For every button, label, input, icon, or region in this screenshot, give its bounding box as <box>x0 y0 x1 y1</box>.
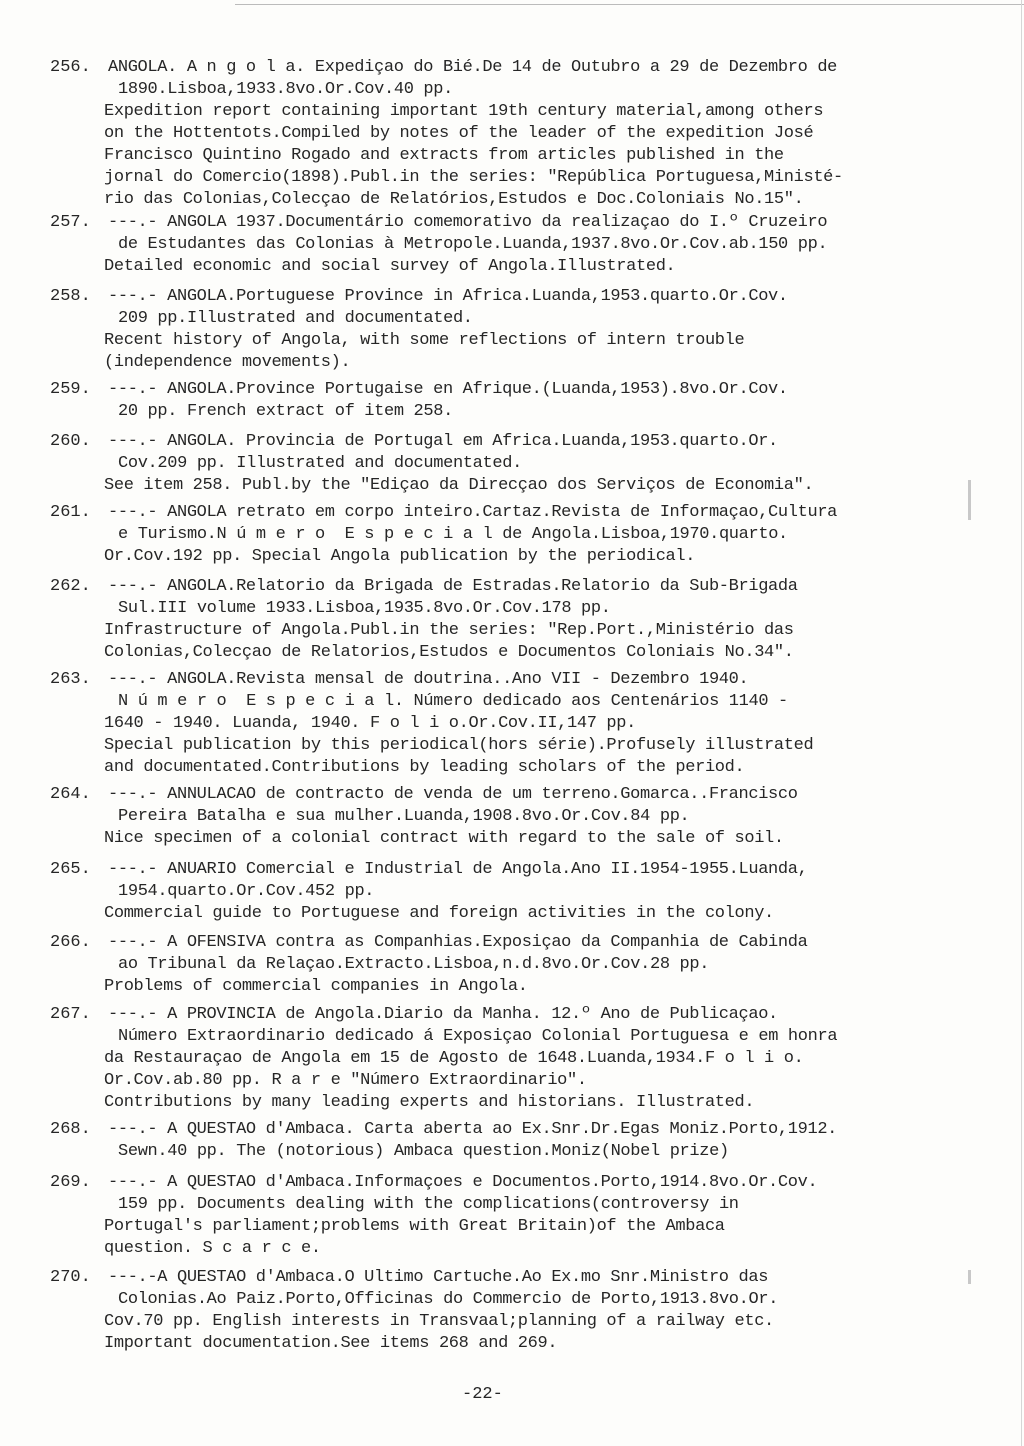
entry-text-line: 1640 - 1940. Luanda, 1940. F o l i o.Or.Cov.II,147 pp. <box>104 714 636 733</box>
entry-text-line: 20 pp. French extract of item 258. <box>118 402 453 421</box>
page-number: -22- <box>462 1385 503 1404</box>
entry-text-line: Contributions by many leading experts and historians. Illustrated. <box>104 1093 755 1112</box>
entry-number: 259. <box>50 380 91 399</box>
entry-text-line: Número Extraordinario dedicado á Exposiçao Colonial Portuguesa e em honra <box>118 1027 838 1046</box>
entry-text-line: question. S c a r c e. <box>104 1239 321 1258</box>
entry-title-line: ---.- ANGOLA 1937.Documentário comemorativo da realizaçao do I.º Cruzeiro <box>108 213 828 232</box>
entry-text-line: Cov.70 pp. English interests in Transvaal;planning of a railway etc. <box>104 1312 774 1331</box>
entry-number: 261. <box>50 503 91 522</box>
entry-text-line: Cov.209 pp. Illustrated and documentated. <box>118 454 522 473</box>
entry-number: 269. <box>50 1173 91 1192</box>
entry-text-line: (independence movements). <box>104 353 351 372</box>
entry-text-line: Recent history of Angola, with some reflections of intern trouble <box>104 331 745 350</box>
entry-text-line: e Turismo.N ú m e r o E s p e c i a l de Angola.Lisboa,1970.quarto. <box>118 525 788 544</box>
entry-text-line: ao Tribunal da Relaçao.Extracto.Lisboa,n.d.8vo.Or.Cov.28 pp. <box>118 955 710 974</box>
entry-text-line: Or.Cov.ab.80 pp. R a r e "Número Extraordinario". <box>104 1071 587 1090</box>
entry-text-line: 209 pp.Illustrated and documentated. <box>118 309 473 328</box>
entry-title-line: ---.- ANNULACAO de contracto de venda de um terreno.Gomarca..Francisco <box>108 785 798 804</box>
entry-text-line: 1890.Lisboa,1933.8vo.Or.Cov.40 pp. <box>118 80 453 99</box>
entry-title-line: ---.- ANGOLA. Provincia de Portugal em Africa.Luanda,1953.quarto.Or. <box>108 432 778 451</box>
entry-title-line: ---.- A QUESTAO d'Ambaca. Carta aberta ao Ex.Snr.Dr.Egas Moniz.Porto,1912. <box>108 1120 838 1139</box>
entry-title-line: ---.- ANGOLA.Province Portugaise en Afrique.(Luanda,1953).8vo.Or.Cov. <box>108 380 788 399</box>
entry-text-line: Detailed economic and social survey of Angola.Illustrated. <box>104 257 676 276</box>
entry-text-line: Infrastructure of Angola.Publ.in the series: "Rep.Port.,Ministério das <box>104 621 794 640</box>
entry-title-line: ANGOLA. A n g o l a. Expediçao do Bié.De 14 de Outubro a 29 de Dezembro de <box>108 58 838 77</box>
entry-title-line: ---.- A PROVINCIA de Angola.Diario da Manha. 12.º Ano de Publicaçao. <box>108 1005 778 1024</box>
entry-text-line: de Estudantes das Colonias à Metropole.Luanda,1937.8vo.Or.Cov.ab.150 pp. <box>118 235 828 254</box>
entry-text-line: rio das Colonias,Colecçao de Relatórios,Estudos e Doc.Coloniais No.15". <box>104 190 804 209</box>
entry-text-line: jornal do Comercio(1898).Publ.in the series: "República Portuguesa,Ministé- <box>104 168 843 187</box>
entry-text-line: and documentated.Contributions by leading scholars of the period. <box>104 758 745 777</box>
entry-title-line: ---.- A QUESTAO d'Ambaca.Informaçoes e Documentos.Porto,1914.8vo.Or.Cov. <box>108 1173 818 1192</box>
entry-title-line: ---.- ANGOLA retrato em corpo inteiro.Cartaz.Revista de Informaçao,Cultura <box>108 503 838 522</box>
entry-text-line: Portugal's parliament;problems with Great Britain)of the Ambaca <box>104 1217 725 1236</box>
entry-title-line: ---.- A OFENSIVA contra as Companhias.Exposiçao da Companhia de Cabinda <box>108 933 808 952</box>
entry-text-line: Commercial guide to Portuguese and foreign activities in the colony. <box>104 904 774 923</box>
entry-number: 267. <box>50 1005 91 1024</box>
entry-text-line: Or.Cov.192 pp. Special Angola publication by the periodical. <box>104 547 696 566</box>
entry-title-line: ---.- ANUARIO Comercial e Industrial de Angola.Ano II.1954-1955.Luanda, <box>108 860 808 879</box>
entry-number: 256. <box>50 58 91 77</box>
entry-text-line: Important documentation.See items 268 and 269. <box>104 1334 558 1353</box>
entry-text-line: Special publication by this periodical(hors série).Profusely illustrated <box>104 736 814 755</box>
entry-text-line: N ú m e r o E s p e c i a l. Número dedicado aos Centenários 1140 - <box>118 692 788 711</box>
entry-text-line: 1954.quarto.Or.Cov.452 pp. <box>118 882 375 901</box>
entry-number: 263. <box>50 670 91 689</box>
entry-number: 264. <box>50 785 91 804</box>
entry-title-line: ---.- ANGOLA.Portuguese Province in Africa.Luanda,1953.quarto.Or.Cov. <box>108 287 788 306</box>
entry-text-line: Francisco Quintino Rogado and extracts from articles published in the <box>104 146 784 165</box>
entry-number: 260. <box>50 432 91 451</box>
entry-text-line: Problems of commercial companies in Angola. <box>104 977 528 996</box>
entry-number: 262. <box>50 577 91 596</box>
entry-number: 270. <box>50 1268 91 1287</box>
entry-text-line: Pereira Batalha e sua mulher.Luanda,1908.8vo.Or.Cov.84 pp. <box>118 807 690 826</box>
entry-number: 257. <box>50 213 91 232</box>
entry-text-line: da Restauraçao de Angola em 15 de Agosto de 1648.Luanda,1934.F o l i o. <box>104 1049 804 1068</box>
entry-text-line: See item 258. Publ.by the "Ediçao da Direcçao dos Serviços de Economia". <box>104 476 814 495</box>
entry-text-line: Sul.III volume 1933.Lisboa,1935.8vo.Or.Cov.178 pp. <box>118 599 611 618</box>
entry-title-line: ---.- ANGOLA.Revista mensal de doutrina..Ano VII - Dezembro 1940. <box>108 670 749 689</box>
entry-title-line: ---.-A QUESTAO d'Ambaca.O Ultimo Cartuche.Ao Ex.mo Snr.Ministro das <box>108 1268 769 1287</box>
entry-text-line: Nice specimen of a colonial contract with regard to the sale of soil. <box>104 829 784 848</box>
entry-text-line: Colonias,Colecçao de Relatorios,Estudos e Documentos Coloniais No.34". <box>104 643 794 662</box>
entry-text-line: on the Hottentots.Compiled by notes of the leader of the expedition José <box>104 124 814 143</box>
entry-text-line: 159 pp. Documents dealing with the complications(controversy in <box>118 1195 739 1214</box>
entry-text-line: Sewn.40 pp. The (notorious) Ambaca question.Moniz(Nobel prize) <box>118 1142 729 1161</box>
entry-text-line: Colonias.Ao Paiz.Porto,Officinas do Commercio de Porto,1913.8vo.Or. <box>118 1290 779 1309</box>
entry-number: 268. <box>50 1120 91 1139</box>
entry-number: 265. <box>50 860 91 879</box>
entry-title-line: ---.- ANGOLA.Relatorio da Brigada de Estradas.Relatorio da Sub-Brigada <box>108 577 798 596</box>
entry-number: 258. <box>50 287 91 306</box>
entry-text-line: Expedition report containing important 19th century material,among others <box>104 102 824 121</box>
entry-number: 266. <box>50 933 91 952</box>
